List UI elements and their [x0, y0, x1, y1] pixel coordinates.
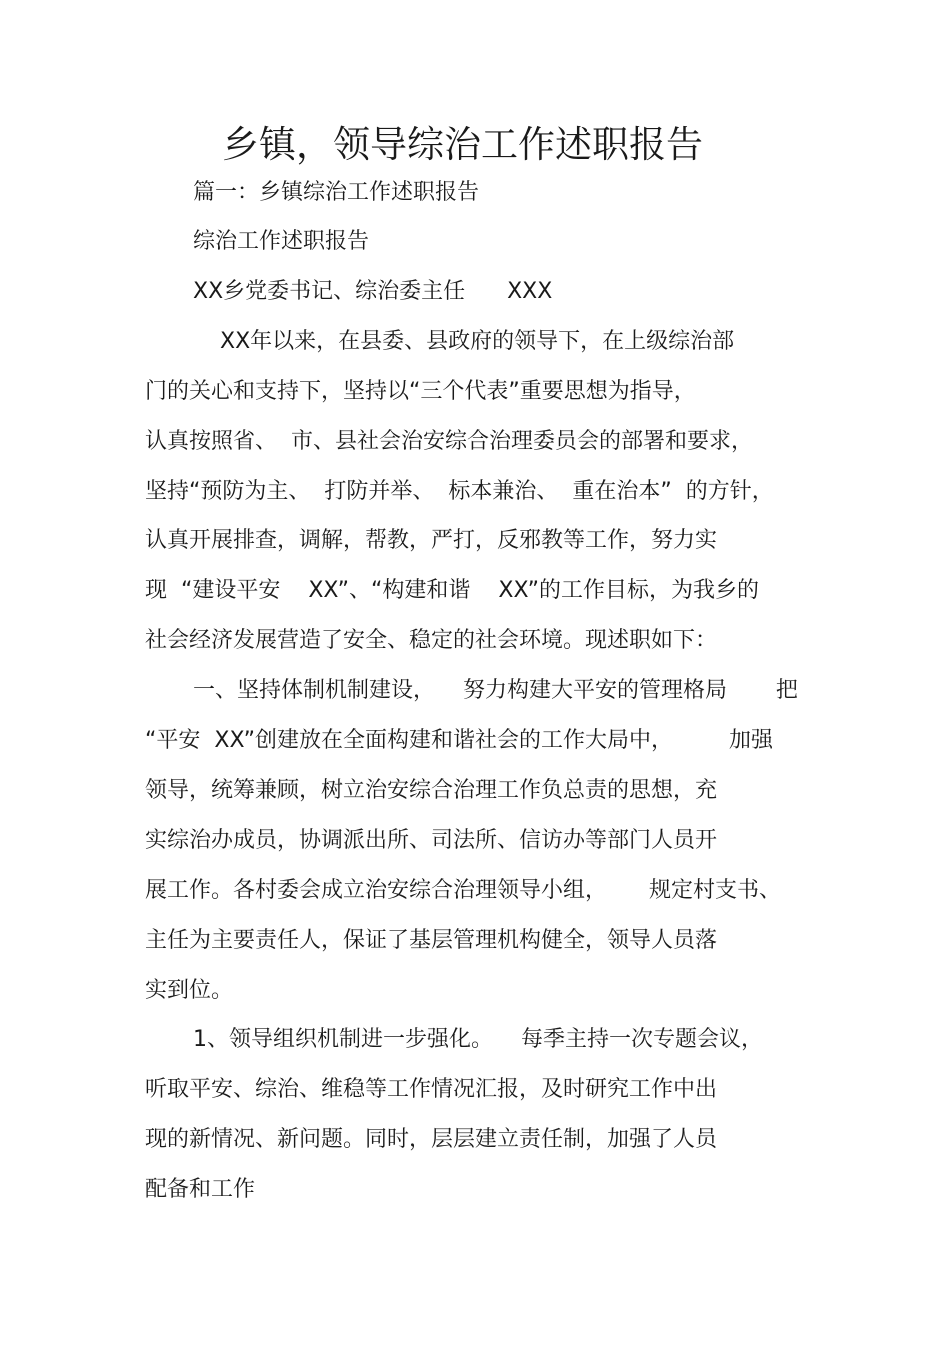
text-line: 现 “建设平安 XX”、“构建和谐 XX”的工作目标，为我乡的 — [145, 578, 760, 603]
text-line: “平安 XX”创建放在全面构建和谐社会的工作大局中， 加强 — [145, 728, 773, 753]
text-line: 配备和工作 — [145, 1177, 256, 1202]
text-line: 展工作。各村委会成立治安综合治理领导小组， 规定村支书、 — [145, 878, 781, 903]
text-line: 实综治办成员，协调派出所、司法所、信访办等部门人员开 — [145, 828, 718, 853]
text-line: 门的关心和支持下，坚持以“三个代表”重要思想为指导， — [145, 379, 696, 404]
document-title: 乡镇，领导综治工作述职报告 — [222, 123, 703, 166]
text-line: 实到位。 — [145, 978, 234, 1003]
text-line: 坚持“预防为主、 打防并举、 标本兼治、 重在治本” 的方针， — [145, 479, 774, 504]
text-line: 认真开展排查，调解，帮教，严打，反邪教等工作，努力实 — [145, 528, 718, 553]
text-line: 社会经济发展营造了安全、稳定的社会环境。现述职如下： — [145, 628, 718, 653]
text-line: 主任为主要责任人，保证了基层管理机构健全，领导人员落 — [145, 928, 718, 953]
text-line: 1、领导组织机制进一步强化。 每季主持一次专题会议， — [193, 1027, 763, 1052]
text-line: 综治工作述职报告 — [193, 229, 370, 254]
text-line: 领导，统筹兼顾，树立治安综合治理工作负总责的思想，充 — [145, 778, 718, 803]
text-line: XX年以来，在县委、县政府的领导下，在上级综治部 — [220, 329, 735, 354]
text-line: 篇一：乡镇综治工作述职报告 — [193, 180, 480, 205]
text-line: 一、坚持体制机制建设， 努力构建大平安的管理格局 把 — [193, 678, 798, 703]
text-line: 听取平安、综治、维稳等工作情况汇报，及时研究工作中出 — [145, 1077, 718, 1102]
text-line: XX乡党委书记、综治委主任 XXX — [193, 279, 553, 304]
text-line: 现的新情况、新问题。同时，层层建立责任制，加强了人员 — [145, 1127, 718, 1152]
text-line: 认真按照省、 市、县社会治安综合治理委员会的部署和要求， — [145, 429, 753, 454]
